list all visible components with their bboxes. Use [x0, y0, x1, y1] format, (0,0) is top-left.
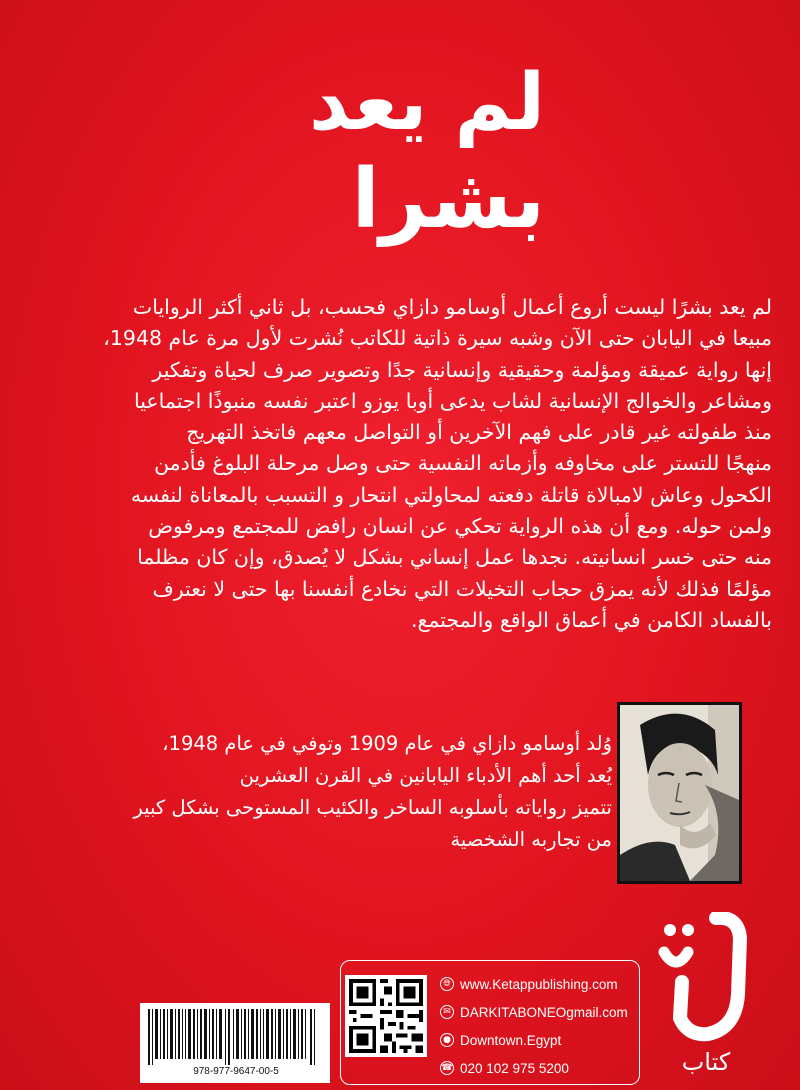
publisher-logo [648, 912, 763, 1090]
qr-code[interactable] [345, 975, 427, 1057]
synopsis-line: ولمن حوله. ومع أن هذه الرواية تحكي عن انسان رافض للمجتمع ومرفوض [148, 514, 772, 539]
synopsis-line: بالفساد الكامن في أعماق الواقع والمجتمع. [410, 607, 772, 632]
book-title-line-2: بشرا [351, 152, 545, 247]
author-bio [133, 728, 612, 856]
synopsis-line: الكحول وعاش لامبالاة قاتلة دفعته لمحاولتي انتحار و التسبب بالمعاناة لنفسه [130, 482, 772, 507]
synopsis-line: منذ طفولته غير قادر على فهم الآخرين أو التواصل معهم فاتخذ التهريج [186, 420, 772, 445]
author-portrait-icon [620, 705, 739, 881]
contact-phone-text: 020 102 975 5200 [460, 1060, 569, 1076]
synopsis-line: لم يعد بشرًا ليست أروع أعمال أوسامو دازاي فحسب، بل ثاني أكثر الروايات [132, 295, 772, 319]
synopsis-line: منهجًا للتستر على مخاوفه وأزماته النفسية حتى وصل مرحلة البلوغ فأدمن [154, 451, 772, 476]
bio-line: من تجاربه الشخصية [450, 828, 612, 851]
synopsis-line: مؤلمًا فذلك لأنه يمزق حجاب التخيلات التي نخادع أنفسنا بها حتى لا نعترف [152, 576, 772, 601]
synopsis-line: ومشاعر والخوالج الإنسانية لشاب يدعى أوبا يوزو اعتبر نفسه منبوذًا اجتماعيا [133, 388, 772, 413]
qr-code-icon [345, 975, 427, 1057]
globe-icon: 🌐︎ [440, 977, 454, 991]
contact-list [440, 970, 628, 1082]
contact-location-text: Downtown.Egypt [460, 1032, 562, 1048]
isbn-number: 978-977-9647-00-5 [193, 1066, 279, 1077]
contact-email[interactable] [440, 998, 628, 1026]
contact-website[interactable] [440, 970, 628, 998]
phone-icon: ☎ [441, 1063, 453, 1073]
synopsis-line: مبيعا في اليابان حتى الآن وشبه سيرة ذاتية للكاتب نُشرت لأول مرة عام 1948، [103, 326, 772, 351]
contact-website-text: www.Ketappublishing.com [460, 976, 618, 992]
contact-phone[interactable] [440, 1054, 628, 1082]
contact-email-text: DARKITABONEOgmail.com [460, 1004, 628, 1020]
location-icon: ● [440, 1033, 454, 1047]
synopsis [62, 292, 772, 636]
book-title-line-1: لم يعد [309, 58, 545, 148]
barcode-icon [140, 1003, 330, 1065]
synopsis-line: إنها رواية عميقة ومؤلمة وحقيقية وإنسانية جدًا وتصوير صرف لحياة وتفكير [152, 357, 772, 382]
contact-location[interactable] [440, 1026, 628, 1054]
synopsis-line: منه حتى خسر انسانيته. نجدها عمل إنساني بشكل لا يُصدق، وإن كان مظلما [137, 545, 772, 570]
bio-line: وُلد أوسامو دازاي في عام 1909 وتوفي في عام 1948، [162, 732, 612, 755]
email-icon: ✉ [440, 1005, 454, 1019]
bio-line: يُعد أحد أهم الأدباء اليابانين في القرن العشرين [239, 764, 612, 787]
bio-line: تتميز رواياته بأسلوبه الساخر والكئيب المستوحى بشكل كبير [133, 796, 612, 819]
publisher-logo-text: كتاب [681, 1048, 731, 1076]
author-photo [617, 702, 742, 884]
